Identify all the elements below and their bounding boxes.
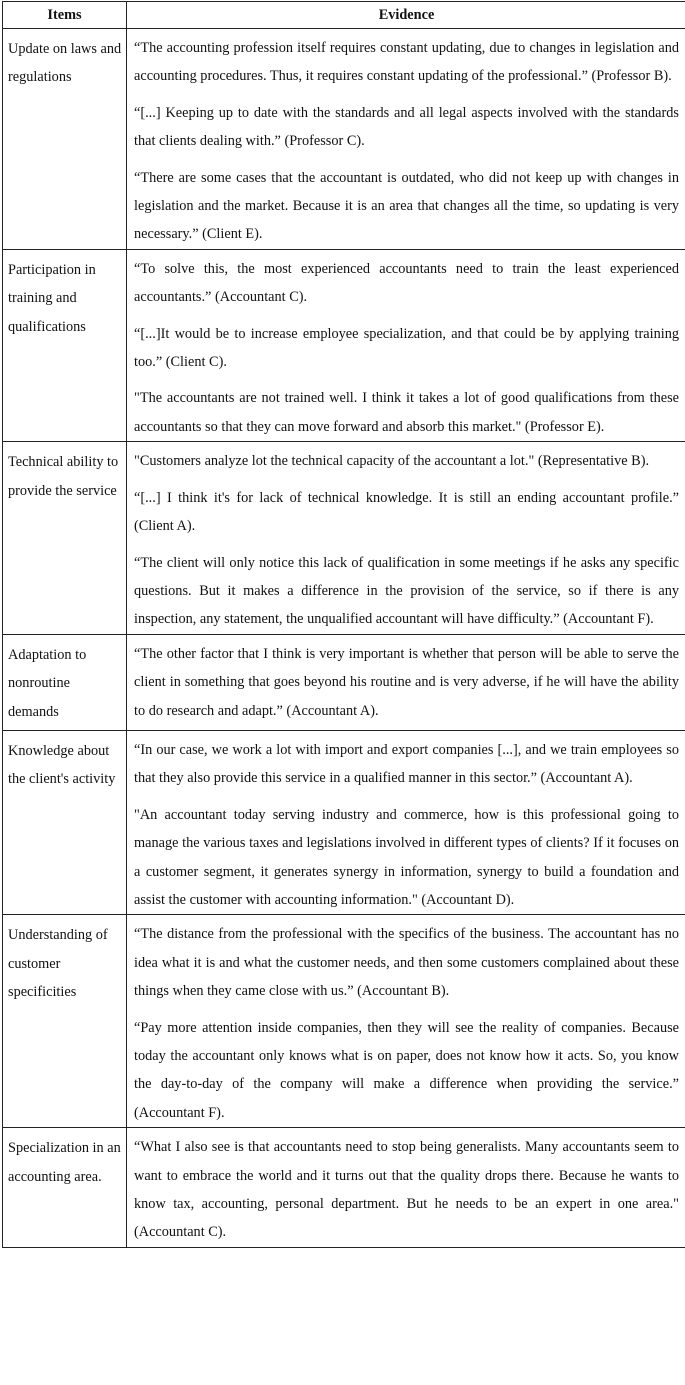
evidence-quote: “In our case, we work a lot with import and export companies [...], and we train employees so that they also provide this service in a qualified manner in this sector.” (Accountant A). (134, 741, 679, 787)
evidence-quote: “The other factor that I think is very important is whether that person will be able to serve the client in something that goes beyond his routine and is very adverse, if he will have the ability to do research and adapt.” (Accountant A). (134, 645, 679, 719)
header-evidence: Evidence (127, 2, 685, 29)
evidence-quote: “To solve this, the most experienced accountants need to train the least experienced accountants.” (Accountant C). (134, 260, 679, 306)
evidence-quote: “[...]It would be to increase employee specialization, and that could be by applying training too.” (Client C). (134, 325, 679, 371)
item-cell: Adaptation to nonroutine demands (3, 634, 127, 730)
evidence-quote: “[...] Keeping up to date with the standards and all legal aspects involved with the standards that clients dealing with.” (Professor C). (134, 104, 679, 150)
table-row (3, 442, 685, 634)
evidence-quote: “There are some cases that the accountant is outdated, who did not keep up with changes in legislation and the market. Because it is an area that changes all the time, so updating is very necessary.” (Client E). (134, 169, 679, 243)
evidence-cell (127, 634, 685, 730)
header-row (3, 2, 685, 29)
item-cell: Specialization in an accounting area. (3, 1128, 127, 1248)
evidence-cell (127, 442, 685, 634)
header-items: Items (3, 2, 127, 29)
item-cell: Participation in training and qualifications (3, 249, 127, 441)
evidence-cell (127, 915, 685, 1128)
evidence-cell (127, 1128, 685, 1248)
evidence-quote: “What I also see is that accountants need to stop being generalists. Many accountants seem to want to embrace the world and it turns out that the quality drops there. Because he wants to know tax, accounting, personal department. But he needs to be an expert in one area." (Accountant C). (134, 1139, 679, 1241)
evidence-quote: “The distance from the professional with the specifics of the business. The accountant has no idea what it is and what the customer needs, and then some customers complained about these things when they came close with us.” (Accountant B). (134, 926, 679, 1000)
evidence-quote: "Customers analyze lot the technical capacity of the accountant a lot." (Representative B). (134, 453, 650, 470)
table-row (3, 1128, 685, 1248)
item-cell: Technical ability to provide the service (3, 442, 127, 634)
evidence-quote: “[...] I think it's for lack of technical knowledge. It is still an ending accountant profile.” (Client A). (134, 489, 679, 535)
evidence-quote: "The accountants are not trained well. I think it takes a lot of good qualifications from these accountants so that they can move forward and absorb this market." (Professor E). (134, 390, 679, 435)
evidence-quote: “Pay more attention inside companies, then they will see the reality of companies. Because today the accountant only knows what is on paper, does not know how it acts. So, you know the day-to-day of the company will make a difference when providing the service.” (Accountant F). (134, 1019, 679, 1121)
evidence-cell (127, 730, 685, 914)
item-cell: Update on laws and regulations (3, 29, 127, 250)
table-row (3, 730, 685, 914)
item-cell: Knowledge about the client's activity (3, 730, 127, 914)
evidence-table (2, 1, 685, 1248)
item-cell: Understanding of customer specificities (3, 915, 127, 1128)
table-row (3, 249, 685, 441)
evidence-quote: "An accountant today serving industry and commerce, how is this professional going to manage the various taxes and legislations involved in different types of clients? If it focuses on a customer segment, it generates synergy in information, synergy to build a foundation and assist the customer with accounting information." (Accountant D). (134, 806, 679, 908)
table-row (3, 634, 685, 730)
table-row (3, 29, 685, 250)
evidence-cell (127, 29, 685, 250)
evidence-quote: “The client will only notice this lack of qualification in some meetings if he asks any specific questions. But it makes a difference in the provision of the service, so if there is any inspection, any statement, the unqualified accountant will have difficulty.” (Accountant F). (134, 554, 679, 628)
evidence-cell (127, 249, 685, 441)
table-row (3, 915, 685, 1128)
evidence-quote: “The accounting profession itself requires constant updating, due to changes in legislation and accounting procedures. Thus, it requires constant updating of the professional.” (Professor B). (134, 40, 679, 85)
